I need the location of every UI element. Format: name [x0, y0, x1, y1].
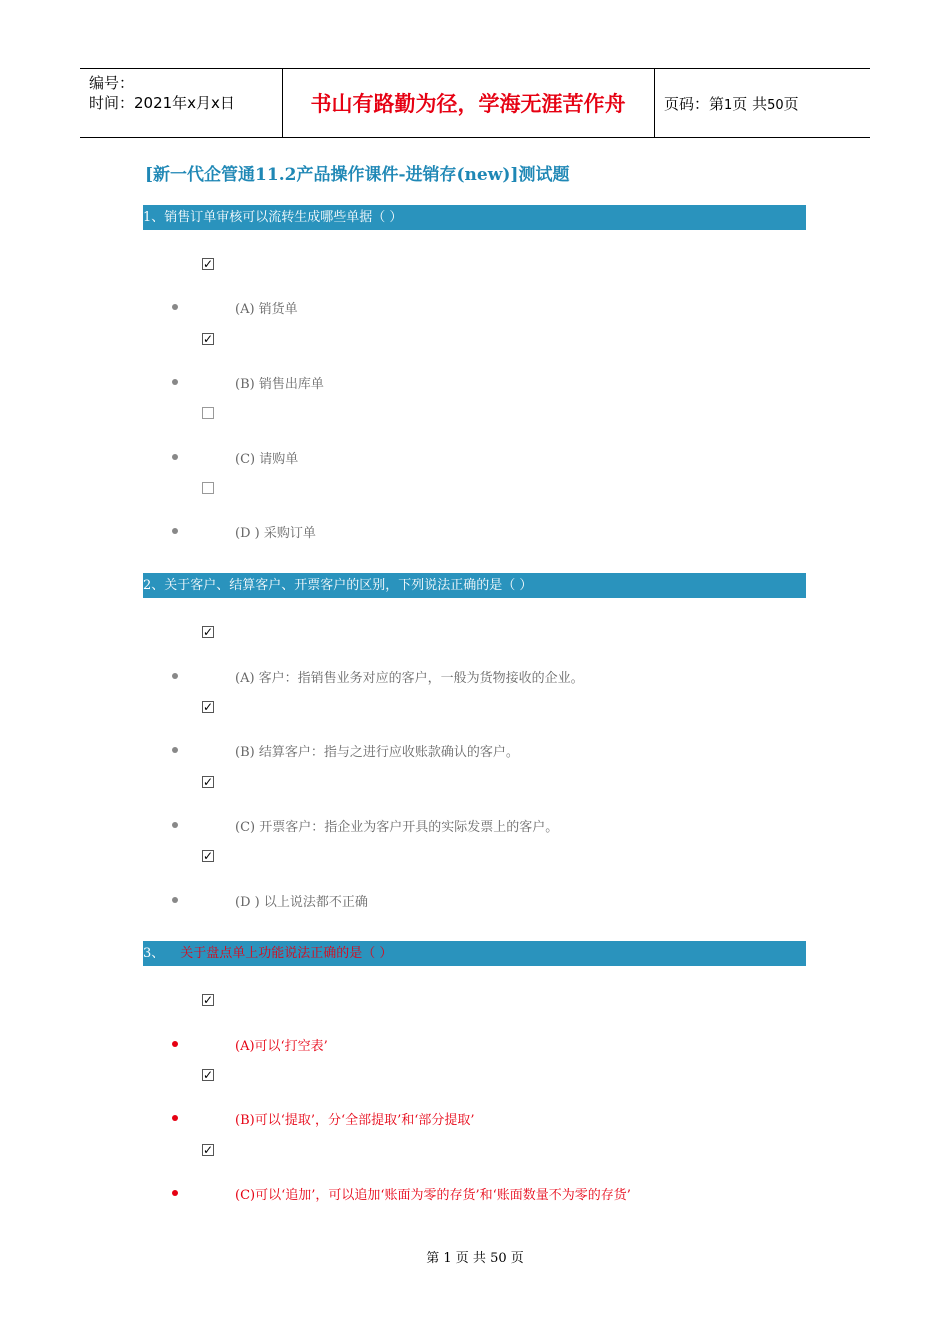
question-number: 3、	[143, 946, 165, 961]
question-bar: 2、关于客户、结算客户、开票客户的区别，下列说法正确的是（ ）	[143, 573, 806, 598]
header-page-info	[664, 93, 799, 114]
option-label: (C)可以‘追加’，可以追加‘账面为零的存货’和‘账面数量不为零的存货’	[235, 1188, 631, 1203]
option-label: (C) 请购单	[235, 452, 299, 467]
footer-page-total: 50	[490, 1251, 507, 1266]
checkbox-checked[interactable]	[202, 1069, 214, 1081]
question-bar	[143, 941, 806, 966]
page-header	[80, 68, 870, 138]
checkbox-checked[interactable]	[202, 258, 214, 270]
check-icon: ✓	[203, 257, 214, 271]
option-label: (B) 销售出库单	[235, 377, 324, 392]
checkbox-checked[interactable]	[202, 1144, 214, 1156]
option-label: (D ) 以上说法都不正确	[235, 895, 368, 910]
footer-page-number: 1	[443, 1251, 452, 1266]
option-label: (A) 客户：指销售业务对应的客户，一般为货物接收的企业。	[235, 671, 584, 686]
header-motto: 书山有路勤为径，学海无涯苦作舟	[310, 91, 626, 116]
page-total: 50	[767, 98, 784, 113]
checkbox-unchecked[interactable]	[202, 407, 214, 419]
page-footer	[0, 1247, 950, 1266]
option-label: (B)可以‘提取’，分‘全部提取’和‘部分提取’	[235, 1113, 475, 1128]
document-title: [新一代企管通11.2产品操作课件-进销存(new)]测试题	[145, 165, 570, 185]
header-divider	[654, 69, 655, 137]
bullet-icon	[172, 1115, 178, 1121]
check-icon: ✓	[203, 993, 214, 1007]
check-icon: ✓	[203, 700, 214, 714]
checkbox-checked[interactable]	[202, 333, 214, 345]
option-label: (A) 销货单	[235, 302, 298, 317]
question-text: 关于盘点单上功能说法正确的是（ ）	[180, 946, 393, 961]
bullet-icon	[172, 673, 178, 679]
page-number: 1	[724, 98, 733, 113]
checkbox-checked[interactable]	[202, 701, 214, 713]
bullet-icon	[172, 897, 178, 903]
check-icon: ✓	[203, 849, 214, 863]
bullet-icon	[172, 1190, 178, 1196]
bullet-icon	[172, 528, 178, 534]
check-icon: ✓	[203, 625, 214, 639]
checkbox-checked[interactable]	[202, 626, 214, 638]
question-bar: 1、销售订单审核可以流转生成哪些单据（ ）	[143, 205, 806, 230]
checkbox-checked[interactable]	[202, 850, 214, 862]
checkbox-checked[interactable]	[202, 994, 214, 1006]
option-label: (D ) 采购订单	[235, 526, 316, 541]
time-label: 时间：2021年x月x日	[89, 94, 235, 112]
option-label: (C) 开票客户：指企业为客户开具的实际发票上的客户。	[235, 820, 559, 835]
footer-suffix: 页	[510, 1251, 524, 1266]
serial-label: 编号：	[89, 74, 135, 92]
bullet-icon	[172, 1041, 178, 1047]
footer-prefix: 第	[426, 1251, 440, 1266]
bullet-icon	[172, 304, 178, 310]
page-prefix: 页码：第	[664, 95, 725, 113]
checkbox-unchecked[interactable]	[202, 482, 214, 494]
page-suffix: 页	[783, 95, 799, 113]
check-icon: ✓	[203, 332, 214, 346]
header-meta	[89, 73, 235, 113]
check-icon: ✓	[203, 1143, 214, 1157]
option-label: (B) 结算客户：指与之进行应收账款确认的客户。	[235, 745, 519, 760]
bullet-icon	[172, 747, 178, 753]
bullet-icon	[172, 822, 178, 828]
bullet-icon	[172, 379, 178, 385]
page-mid: 页 共	[732, 95, 768, 113]
check-icon: ✓	[203, 775, 214, 789]
check-icon: ✓	[203, 1068, 214, 1082]
checkbox-checked[interactable]	[202, 776, 214, 788]
footer-mid: 页 共	[455, 1251, 486, 1266]
bullet-icon	[172, 454, 178, 460]
option-label: (A)可以‘打空表’	[235, 1039, 328, 1054]
